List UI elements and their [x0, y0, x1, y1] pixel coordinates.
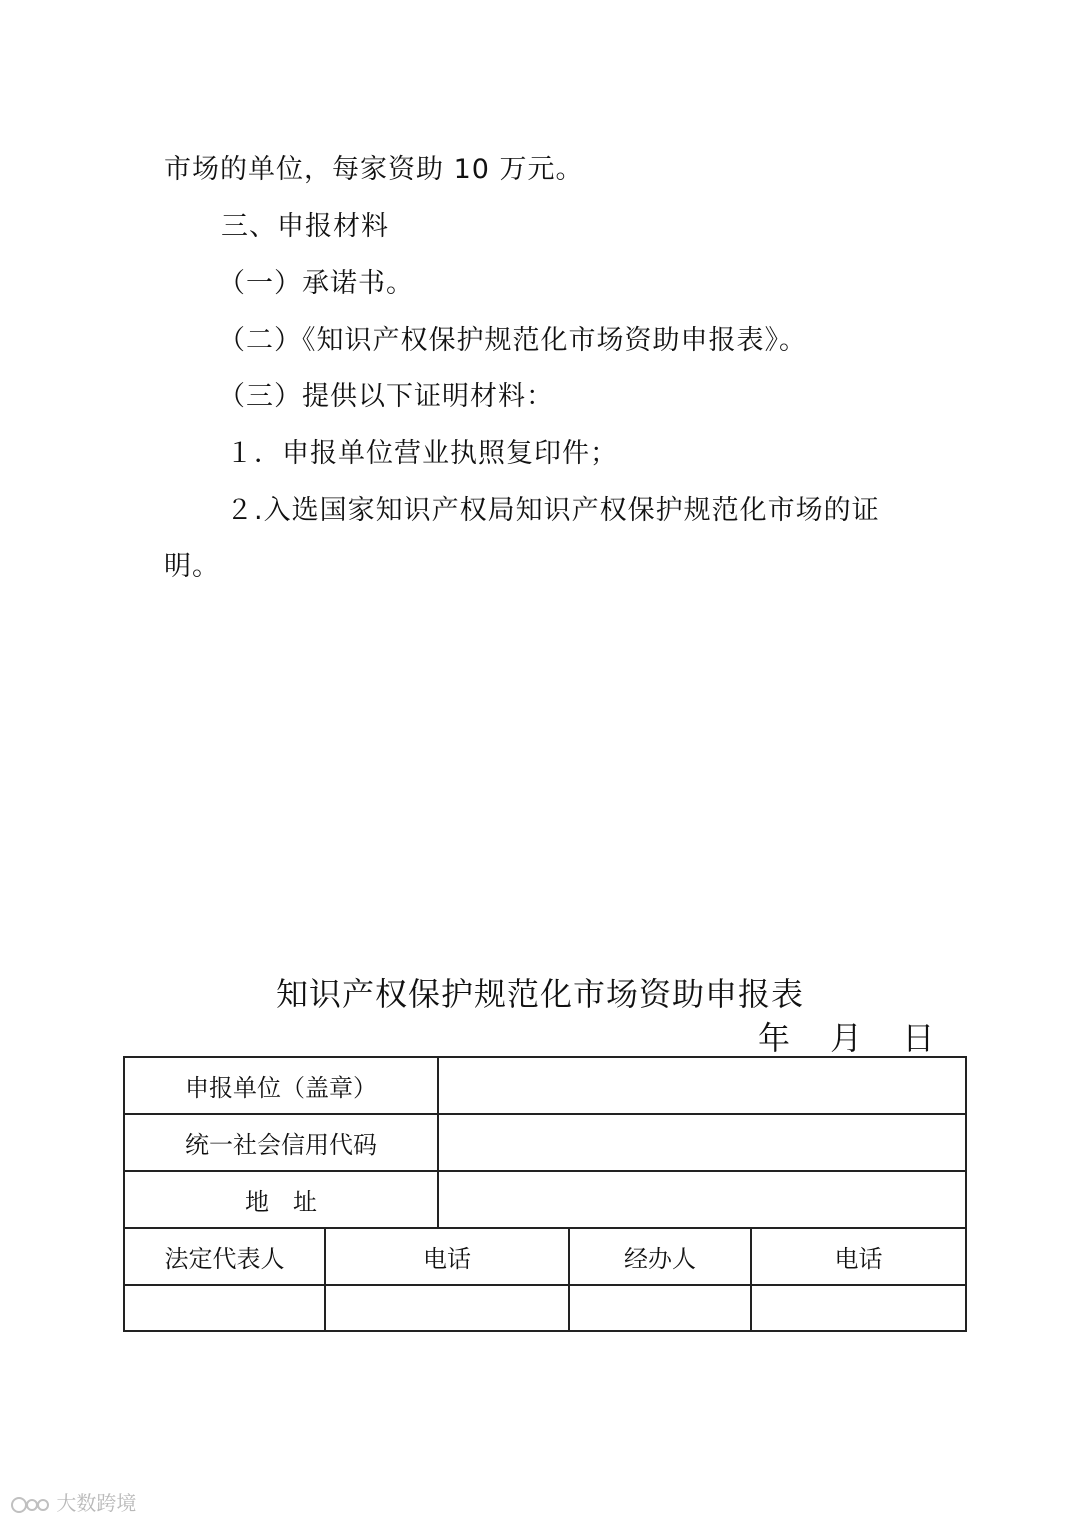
application-form-table [123, 1056, 967, 1332]
material-item-2: （二）《知识产权保护规范化市场资助申报表》。 [218, 325, 807, 356]
material-item-3: （三）提供以下证明材料： [218, 381, 554, 412]
table-row [124, 1171, 966, 1228]
table-row [124, 1285, 966, 1331]
table-row [124, 1114, 966, 1171]
legal-rep-header: 法定代表人 [124, 1228, 325, 1285]
watermark-text: 大数跨境 [56, 1491, 137, 1515]
date-month: 月 [830, 1019, 863, 1057]
credit-code-value[interactable] [438, 1114, 966, 1171]
date-day: 日 [902, 1019, 935, 1057]
proof-item-2-continued: 明。 [164, 551, 220, 582]
body-line-1: 市场的单位，每家资助 10 万元。 [164, 154, 584, 185]
date-year: 年 [758, 1019, 791, 1057]
legal-rep-value[interactable] [124, 1285, 325, 1331]
legal-rep-phone-value[interactable] [325, 1285, 569, 1331]
proof-item-1: １．申报单位营业执照复印件； [226, 438, 618, 469]
handler-header: 经办人 [569, 1228, 751, 1285]
handler-phone-header: 电话 [751, 1228, 966, 1285]
form-date [758, 1018, 934, 1058]
watermark-logo-icon [10, 1494, 50, 1516]
handler-phone-value[interactable] [751, 1285, 966, 1331]
address-value[interactable] [438, 1171, 966, 1228]
handler-value[interactable] [569, 1285, 751, 1331]
table-row [124, 1228, 966, 1285]
legal-rep-phone-header: 电话 [325, 1228, 569, 1285]
applicant-value[interactable] [438, 1057, 966, 1114]
address-label: 地 址 [124, 1171, 438, 1228]
applicant-label: 申报单位（盖章） [124, 1057, 438, 1114]
credit-code-label: 统一社会信用代码 [124, 1114, 438, 1171]
form-title: 知识产权保护规范化市场资助申报表 [275, 975, 804, 1013]
proof-item-2: ２.入选国家知识产权局知识产权保护规范化市场的证 [226, 495, 880, 526]
material-item-1: （一）承诺书。 [218, 268, 414, 299]
table-row [124, 1057, 966, 1114]
watermark [10, 1490, 136, 1516]
section-heading-materials: 三、申报材料 [221, 211, 389, 242]
